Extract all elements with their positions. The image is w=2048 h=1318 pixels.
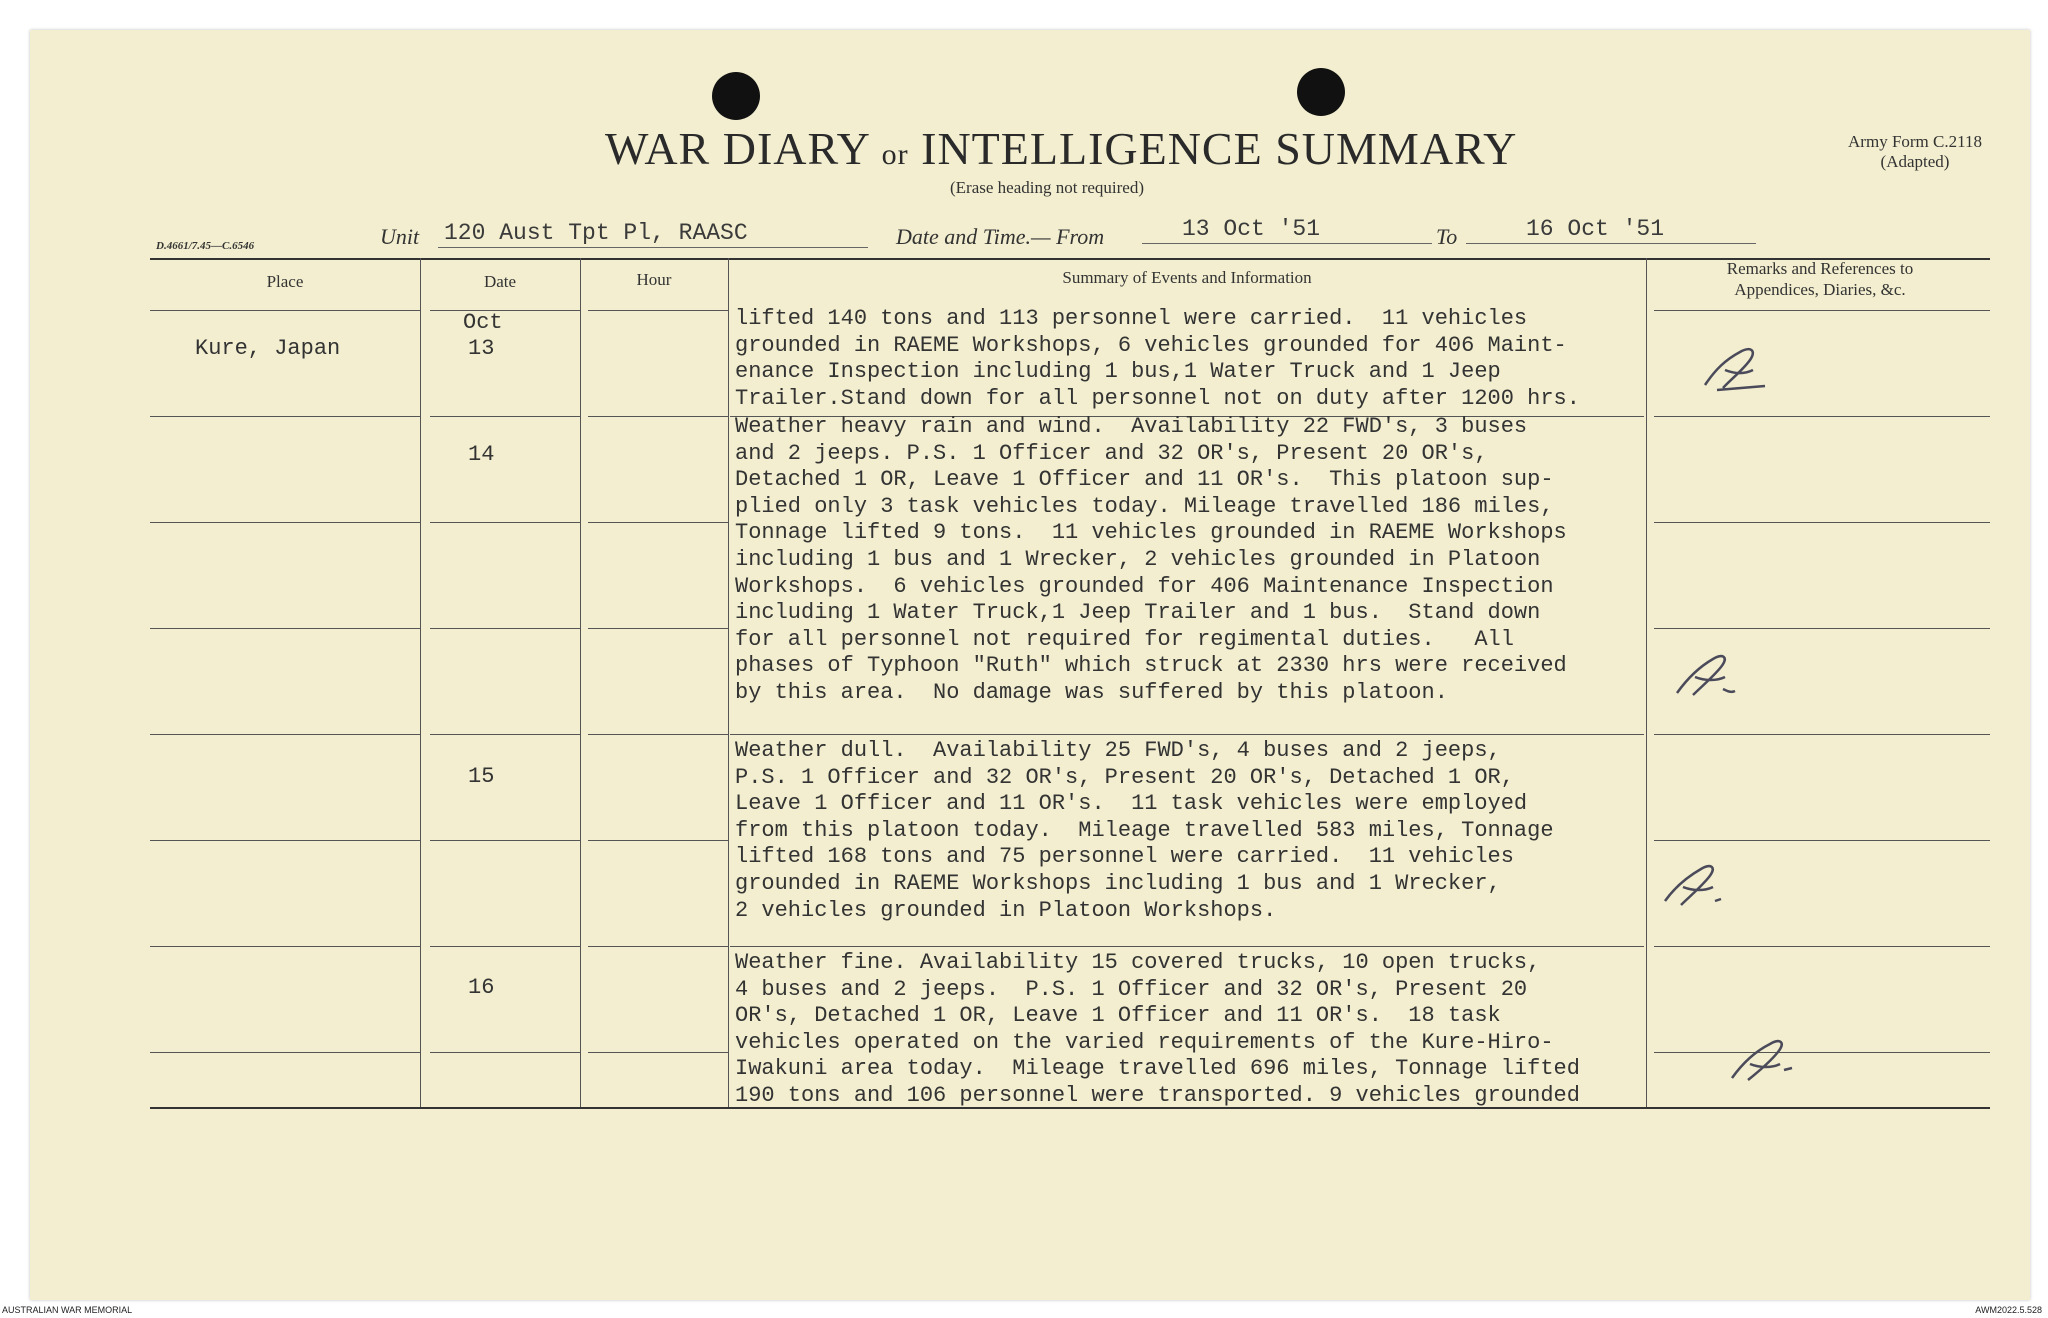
entry-line: including 1 bus and 1 Wrecker, 2 vehicles grounded in Platoon: [735, 547, 1541, 572]
row-rule: [430, 416, 580, 417]
row-rule: [588, 416, 728, 417]
punch-hole-right: [1297, 68, 1345, 116]
to-label-text: To: [1436, 224, 1458, 249]
remarks-header-line2: Appendices, Diaries, &c.: [1734, 280, 1906, 299]
entry-line: and 2 jeeps. P.S. 1 Officer and 32 OR's, Present 20 OR's,: [735, 440, 1488, 466]
entry-line: OR's, Detached 1 OR, Leave 1 Officer and 11 OR's. 18 task: [735, 1003, 1501, 1029]
entry-line: Detached 1 OR, Leave 1 Officer and 11 OR's. This platoon sup-: [735, 467, 1554, 493]
row-rule: [150, 840, 420, 841]
entry-line: P.S. 1 Officer and 32 OR's, Present 20 OR's, Detached 1 OR,: [735, 764, 1514, 790]
to-date-field: 16 Oct '51: [1466, 214, 1756, 244]
entry-line: 190 tons and 106 personnel were transported. 9 vehicles grounded: [735, 1083, 1580, 1108]
summary-remarks-divider: [1646, 258, 1647, 1107]
entry-line: vehicles operated on the varied requirements of the Kure-Hiro-: [735, 1029, 1554, 1055]
column-header-date: Date: [483, 272, 517, 291]
row-rule: [150, 310, 420, 311]
entry-line: lifted 168 tons and 75 personnel were carried. 11 vehicles: [735, 844, 1514, 870]
row-rule: [430, 628, 580, 629]
entry-line: for all personnel not required for regimental duties. All: [735, 626, 1514, 652]
entry-separator: [730, 946, 1644, 947]
entry-line: 2 vehicles grounded in Platoon Workshops.: [735, 897, 1277, 923]
entry-date-16: 16: [468, 975, 495, 1000]
row-rule: [150, 946, 420, 947]
entry-line: grounded in RAEME Workshops, 6 vehicles grounded for 406 Maint-: [735, 332, 1567, 358]
entry-line: Weather heavy rain and wind. Availability 22 FWD's, 3 buses: [735, 414, 1528, 439]
entry-line: Weather fine. Availability 15 covered trucks, 10 open trucks,: [735, 950, 1541, 975]
row-rule: [1654, 1052, 1990, 1053]
entry-separator: [730, 734, 1644, 735]
form-subtitle: (Erase heading not required): [950, 178, 1144, 197]
entry-line: grounded in RAEME Workshops including 1 bus and 1 Wrecker,: [735, 871, 1501, 896]
footer-reference: AWM2022.5.528: [1975, 1305, 2042, 1315]
row-rule: [150, 734, 420, 735]
unit-label: Unit: [380, 224, 420, 249]
place-value: Kure, Japan: [195, 336, 341, 361]
initials-signature-1: [1695, 340, 1785, 400]
to-label: [1436, 224, 1457, 250]
row-rule: [150, 522, 420, 523]
column-header-summary: Summary of Events and Information: [1062, 268, 1312, 287]
row-rule: [588, 840, 728, 841]
row-rule: [150, 628, 420, 629]
row-rule: [430, 310, 580, 311]
entry-line: Weather dull. Availability 25 FWD's, 4 buses and 2 jeeps,: [735, 738, 1501, 763]
column-header-place: Place: [266, 272, 304, 291]
army-form-number: [1848, 132, 1982, 172]
row-rule: [1654, 628, 1990, 629]
row-rule: [430, 946, 580, 947]
row-rule: [588, 310, 728, 311]
entry-line: including 1 Water Truck,1 Jeep Trailer and 1 bus. Stand down: [735, 600, 1541, 626]
row-rule: [588, 522, 728, 523]
row-rule: [430, 1052, 580, 1053]
entry-line: enance Inspection including 1 bus,1 Water Truck and 1 Jeep: [735, 359, 1501, 385]
unit-field: 120 Aust Tpt Pl, RAASC: [438, 218, 868, 248]
entry-line: from this platoon today. Mileage travelled 583 miles, Tonnage: [735, 817, 1554, 843]
entry-line: plied only 3 task vehicles today. Mileage travelled 186 miles,: [735, 493, 1554, 519]
date-hour-divider: [580, 258, 581, 1107]
row-rule: [588, 628, 728, 629]
entry-line: Trailer.Stand down for all personnel not on duty after 1200 hrs.: [735, 385, 1580, 411]
row-rule: [1654, 734, 1990, 735]
row-rule: [150, 416, 420, 417]
initials-signature-4: [1722, 1030, 1812, 1090]
entry-line: Iwakuni area today. Mileage travelled 696 miles, Tonnage lifted: [735, 1056, 1580, 1082]
row-rule: [1654, 946, 1990, 947]
title-or: or: [881, 138, 909, 171]
from-date-field: 13 Oct '51: [1142, 214, 1432, 244]
entry-date-13: 13: [468, 336, 495, 361]
row-rule: [588, 1052, 728, 1053]
initials-signature-2: [1665, 645, 1755, 705]
entry-date-14: 14: [468, 442, 495, 467]
army-form-label: Army Form C.2118: [1848, 132, 1982, 151]
row-rule: [150, 1052, 420, 1053]
entry-line: by this area. No damage was suffered by this platoon.: [735, 680, 1448, 705]
row-rule: [1654, 840, 1990, 841]
entry-line: phases of Typhoon "Ruth" which struck at 2330 hrs were received: [735, 653, 1567, 679]
entry-line: Leave 1 Officer and 11 OR's. 11 task vehicles were employed: [735, 791, 1528, 817]
row-rule: [1654, 310, 1990, 311]
initials-signature-3: [1655, 855, 1745, 915]
remarks-header-line1: Remarks and References to: [1726, 259, 1914, 278]
datetime-label: Date and Time.— From: [896, 224, 1105, 249]
column-header-hour: Hour: [636, 270, 672, 289]
row-rule: [588, 734, 728, 735]
title-intelligence-summary: INTELLIGENCE SUMMARY: [921, 123, 1518, 174]
punch-hole-left: [712, 72, 760, 120]
adapted-label: (Adapted): [1880, 152, 1950, 171]
row-rule: [588, 946, 728, 947]
entry-line: Tonnage lifted 9 tons. 11 vehicles grounded in RAEME Workshops: [735, 520, 1567, 546]
row-rule: [1654, 522, 1990, 523]
hour-summary-divider: [728, 258, 729, 1107]
row-rule: [430, 840, 580, 841]
entry-line: 4 buses and 2 jeeps. P.S. 1 Officer and 32 OR's, Present 20: [735, 976, 1528, 1002]
entry-line: lifted 140 tons and 113 personnel were carried. 11 vehicles: [735, 306, 1528, 331]
date-month: Oct: [463, 310, 503, 335]
footer-source: AUSTRALIAN WAR MEMORIAL: [2, 1305, 133, 1315]
entry-line: Workshops. 6 vehicles grounded for 406 Maintenance Inspection: [735, 573, 1554, 599]
title-war-diary: WAR DIARY: [605, 123, 870, 174]
row-rule: [1654, 416, 1990, 417]
form-title: [605, 122, 1517, 175]
row-rule: [430, 522, 580, 523]
place-date-divider: [420, 258, 421, 1107]
form-code: D.4661/7.45—C.6546: [156, 240, 255, 252]
entry-date-15: 15: [468, 764, 495, 789]
column-header-remarks: [1650, 258, 1990, 300]
row-rule: [430, 734, 580, 735]
